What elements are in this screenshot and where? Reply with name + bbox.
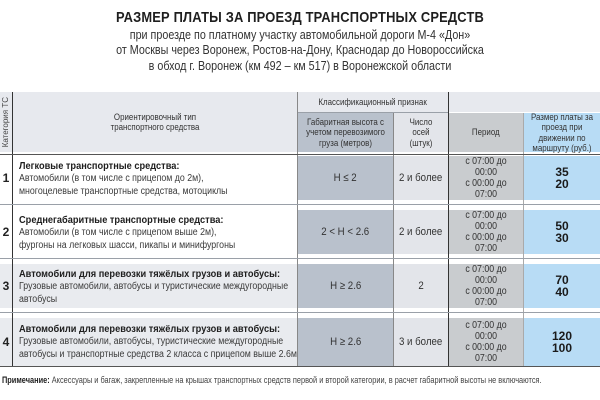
row-2-axles: [394, 210, 448, 254]
row-4-axles-value: 3 и более: [399, 335, 443, 348]
row-2-price-night: 30: [555, 231, 569, 245]
header-axles: [394, 113, 448, 152]
footnote: [2, 375, 542, 385]
row-2-height-value: 2 < H < 2.6: [321, 225, 370, 238]
title-block: [0, 8, 600, 74]
footnote-label: Примечание:: [2, 375, 50, 385]
row-2-vehicle-type: [13, 210, 297, 254]
subtitle-line-1: при проезде по платному участку автомобильной дороги М-4 «Дон»: [129, 28, 471, 42]
row-3-vehicle-type: [13, 264, 297, 308]
row-4-height: [298, 318, 393, 366]
row-4-price-day: 120: [551, 328, 573, 343]
row-1-height: [298, 156, 393, 200]
row-1-price-night: 20: [555, 177, 569, 191]
row-3-height-value: H ≥ 2.6: [329, 279, 362, 292]
row-4-vehicle-type: [13, 318, 297, 366]
row-1-price-day: 35: [555, 164, 569, 179]
row-3-desc-1: Грузовые автомобили, автобусы и туристические междугородные: [19, 281, 289, 292]
divider: [0, 258, 600, 259]
row-1-period-night: с 00:00 до 07:00: [465, 178, 507, 200]
period-header-label: Период: [472, 127, 500, 138]
subtitle-line-2: от Москвы через Воронеж, Ростов-на-Дону, Краснодар до Новороссийска: [116, 42, 484, 57]
row-4-axles: [394, 318, 448, 366]
page-title: РАЗМЕР ПЛАТЫ ЗА ПРОЕЗД ТРАНСПОРТНЫХ СРЕДСТВ: [115, 9, 485, 26]
row-3-axles: [394, 264, 448, 308]
row-2-height: [298, 210, 393, 254]
divider: [448, 92, 449, 366]
divider: [523, 113, 524, 366]
header-period-spacer: [449, 92, 600, 112]
row-2-title: Среднегабаритные транспортные средства:: [19, 214, 224, 226]
row-4-desc-1: Грузовые автомобили, автобусы, туристические междугородные: [19, 336, 284, 347]
header-vehicle-type: [13, 92, 297, 152]
price-header-label: Размер платы за проезд при движении по маршруту (руб.): [530, 111, 594, 153]
row-3-category: 3: [0, 264, 12, 308]
row-3-period: [449, 264, 523, 308]
row-1-category: 1: [2, 170, 10, 185]
row-1-axles: [394, 156, 448, 200]
row-4-category: 4: [0, 318, 12, 366]
row-1-price: [524, 156, 600, 200]
height-header-label: Габаритная высота с учетом перевозимого груза (метров): [306, 116, 385, 148]
header-classification: [298, 92, 448, 112]
row-3-period-day: с 07:00 до 00:00: [465, 264, 507, 286]
header-height: [298, 113, 393, 152]
row-3-axles-value: 2: [418, 279, 424, 292]
row-2-desc-2: фургоны на легковых шасси, пикапы и минифургоны: [19, 239, 236, 251]
axles-header-label: Число осей (штук): [409, 116, 433, 148]
row-1-axles-value: 2 и более: [399, 171, 443, 184]
row-1-desc-1: Автомобили (в том числе с прицепом до 2м),: [19, 173, 204, 184]
divider: [0, 154, 600, 155]
row-4-title: Автомобили для перевозки тяжёлых грузов и автобусы:: [19, 323, 281, 335]
footnote-text: Аксессуары и багаж, закрепленные на крышах транспортных средств первой и второй категории, в расчет габаритной высоты не включаются.: [49, 375, 542, 385]
classification-header-label: Классификационный признак: [318, 96, 428, 107]
row-1-period: [449, 156, 523, 200]
row-1-period-day: с 07:00 до 00:00: [465, 156, 507, 178]
row-1-title: Легковые транспортные средства:: [19, 160, 180, 172]
row-1-desc-2: многоцелевые транспортные средства, мотоциклы: [19, 185, 228, 197]
row-2-price-day: 50: [555, 218, 569, 233]
row-2-category: 2: [2, 224, 10, 239]
vehicle-type-header-label: Ориентировочный тип транспортного средства: [110, 111, 200, 132]
divider: [12, 92, 13, 366]
row-1-vehicle-type: [13, 156, 297, 200]
header-category: [0, 92, 12, 152]
row-4-price-night: 100: [551, 341, 573, 355]
divider: [0, 204, 600, 205]
row-2-desc-1: Автомобили (в том числе с прицепом выше 2м),: [19, 227, 217, 238]
row-1-height-value: H ≤ 2: [333, 171, 358, 184]
row-3-desc-2: автобусы: [19, 293, 58, 305]
divider: [297, 92, 298, 366]
row-2-price: [524, 210, 600, 254]
row-3-height: [298, 264, 393, 308]
row-2-period: [449, 210, 523, 254]
row-2-period-night: с 00:00 до 07:00: [465, 232, 507, 254]
header-price: [524, 113, 600, 152]
row-3-period-night: с 00:00 до 07:00: [465, 286, 507, 308]
row-4-period: [449, 318, 523, 366]
row-2-period-day: с 07:00 до 00:00: [465, 210, 507, 232]
row-4-price: [524, 318, 600, 366]
header-period: [449, 113, 523, 152]
divider: [0, 312, 600, 313]
row-4-height-value: H ≥ 2.6: [329, 335, 362, 348]
row-4-period-night: с 00:00 до 07:00: [465, 342, 507, 364]
divider: [298, 112, 448, 113]
row-3-price: [524, 264, 600, 308]
row-4-desc-2: автобусы и транспортные средства 2 класса с прицепом выше 2.6м: [19, 348, 297, 360]
subtitle-line-3: в обход г. Воронеж (км 492 – км 517) в Воронежской области: [148, 59, 452, 73]
row-3-price-night: 40: [555, 285, 569, 299]
row-3-price-day: 70: [555, 272, 569, 287]
category-header-label: Категория ТС: [0, 96, 10, 148]
divider: [393, 113, 394, 366]
row-2-axles-value: 2 и более: [399, 225, 443, 238]
divider: [0, 366, 600, 367]
row-3-title: Автомобили для перевозки тяжёлых грузов и автобусы:: [19, 268, 281, 280]
row-4-period-day: с 07:00 до 00:00: [465, 320, 507, 342]
